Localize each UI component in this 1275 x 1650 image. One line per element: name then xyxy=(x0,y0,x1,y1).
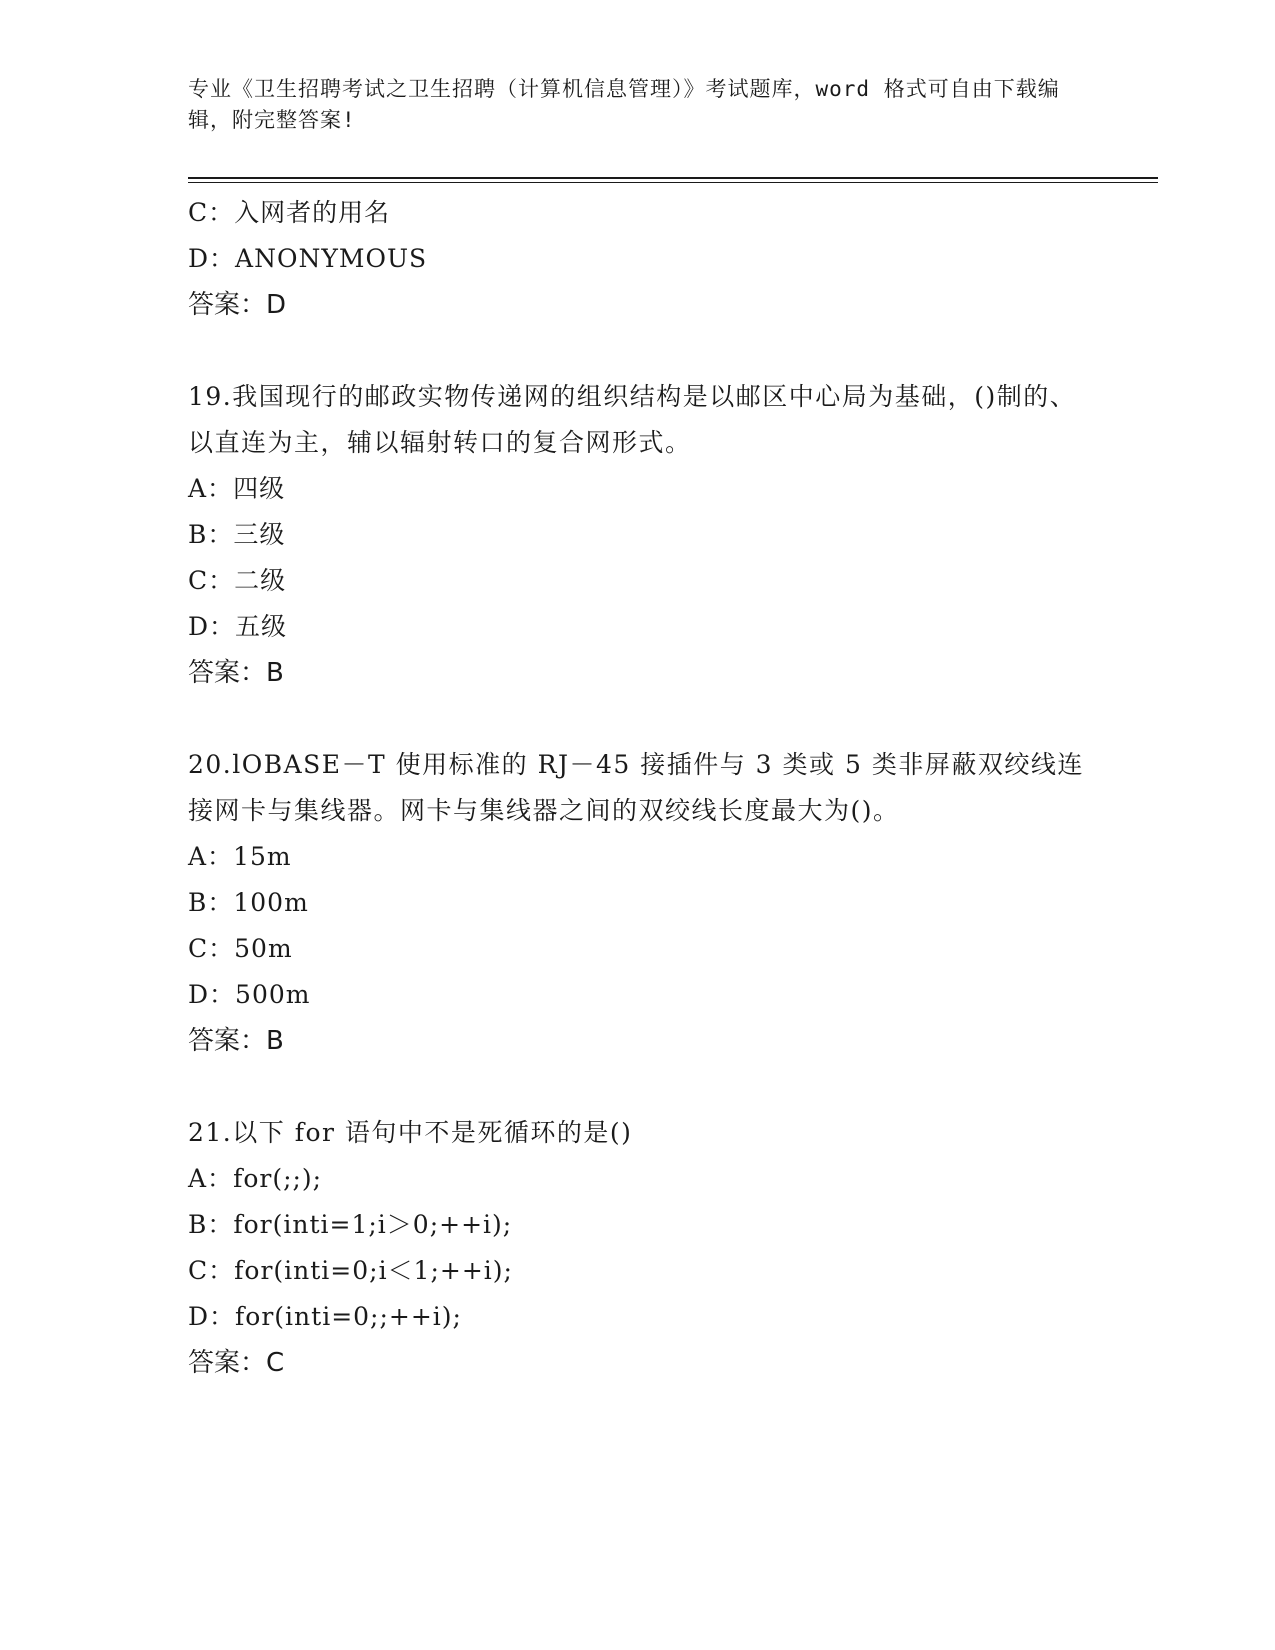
option-text: for(inti=0;;++i); xyxy=(235,1302,462,1331)
option-text: 15m xyxy=(233,842,292,871)
answer-prefix: 答案： xyxy=(188,1348,267,1378)
option-label: B： xyxy=(188,888,234,917)
answer-prefix: 答案： xyxy=(188,1026,267,1056)
option-a xyxy=(188,834,1088,880)
option-text: for(inti=0;i＜1;++i); xyxy=(234,1256,513,1285)
option-label: C： xyxy=(188,566,235,595)
option-text: 五级 xyxy=(235,612,288,641)
option-label: D： xyxy=(188,980,236,1009)
option-text: 三级 xyxy=(233,520,286,549)
option-text: 入网者的用名 xyxy=(234,198,391,227)
option-text: for(inti=1;i＞0;++i); xyxy=(233,1210,513,1239)
option-label: A： xyxy=(188,474,234,503)
option-text: 50m xyxy=(234,934,293,963)
answer-line xyxy=(188,650,1088,696)
option-d xyxy=(188,972,1088,1018)
answer-value: B xyxy=(266,1026,284,1056)
answer-value: D xyxy=(266,290,287,320)
header-divider-thick xyxy=(188,177,1158,179)
option-text: 四级 xyxy=(233,474,286,503)
option-c xyxy=(188,926,1088,972)
answer-value: C xyxy=(266,1348,285,1378)
question-list xyxy=(188,190,1088,1386)
option-c xyxy=(188,1248,1088,1294)
option-b xyxy=(188,880,1088,926)
option-text: ANONYMOUS xyxy=(235,244,428,273)
option-d xyxy=(188,1294,1088,1340)
option-a xyxy=(188,466,1088,512)
answer-prefix: 答案： xyxy=(188,658,267,688)
answer-line xyxy=(188,1340,1088,1386)
option-a xyxy=(188,1156,1088,1202)
option-label: C： xyxy=(188,198,235,227)
answer-line xyxy=(188,282,1088,328)
header-divider-thin xyxy=(188,182,1158,183)
option-text: 100m xyxy=(233,888,309,917)
option-label: C： xyxy=(188,1256,235,1285)
option-label: C： xyxy=(188,934,235,963)
answer-line xyxy=(188,1018,1088,1064)
question-stem: 19.我国现行的邮政实物传递网的组织结构是以邮区中心局为基础，()制的、以直连为主，辅以辐射转口的复合网形式。 xyxy=(188,382,1077,457)
option-d xyxy=(188,604,1088,650)
option-label: D： xyxy=(188,612,236,641)
document-header: 专业《卫生招聘考试之卫生招聘（计算机信息管理）》考试题库，word 格式可自由下载编辑，附完整答案! xyxy=(188,77,1060,132)
option-text: for(;;); xyxy=(233,1164,323,1193)
option-c xyxy=(188,558,1088,604)
question-stem: 21.以下 for 语句中不是死循环的是() xyxy=(188,1118,633,1147)
option-text: 500m xyxy=(235,980,311,1009)
question-20 xyxy=(188,742,1088,1064)
option-text: 二级 xyxy=(234,566,287,595)
option-label: A： xyxy=(188,1164,234,1193)
option-label: D： xyxy=(188,1302,236,1331)
option-d xyxy=(188,236,1088,282)
option-c xyxy=(188,190,1088,236)
option-label: D： xyxy=(188,244,236,273)
question-18-continuation xyxy=(188,190,1088,328)
option-label: B： xyxy=(188,520,234,549)
option-b xyxy=(188,512,1088,558)
question-stem: 20.lOBASE－T 使用标准的 RJ－45 接插件与 3 类或 5 类非屏蔽双绞线连接网卡与集线器。网卡与集线器之间的双绞线长度最大为()。 xyxy=(188,750,1084,825)
answer-value: B xyxy=(266,658,284,688)
question-19 xyxy=(188,374,1088,696)
option-label: A： xyxy=(188,842,234,871)
answer-prefix: 答案： xyxy=(188,290,267,320)
question-21 xyxy=(188,1110,1088,1386)
option-b xyxy=(188,1202,1088,1248)
option-label: B： xyxy=(188,1210,234,1239)
